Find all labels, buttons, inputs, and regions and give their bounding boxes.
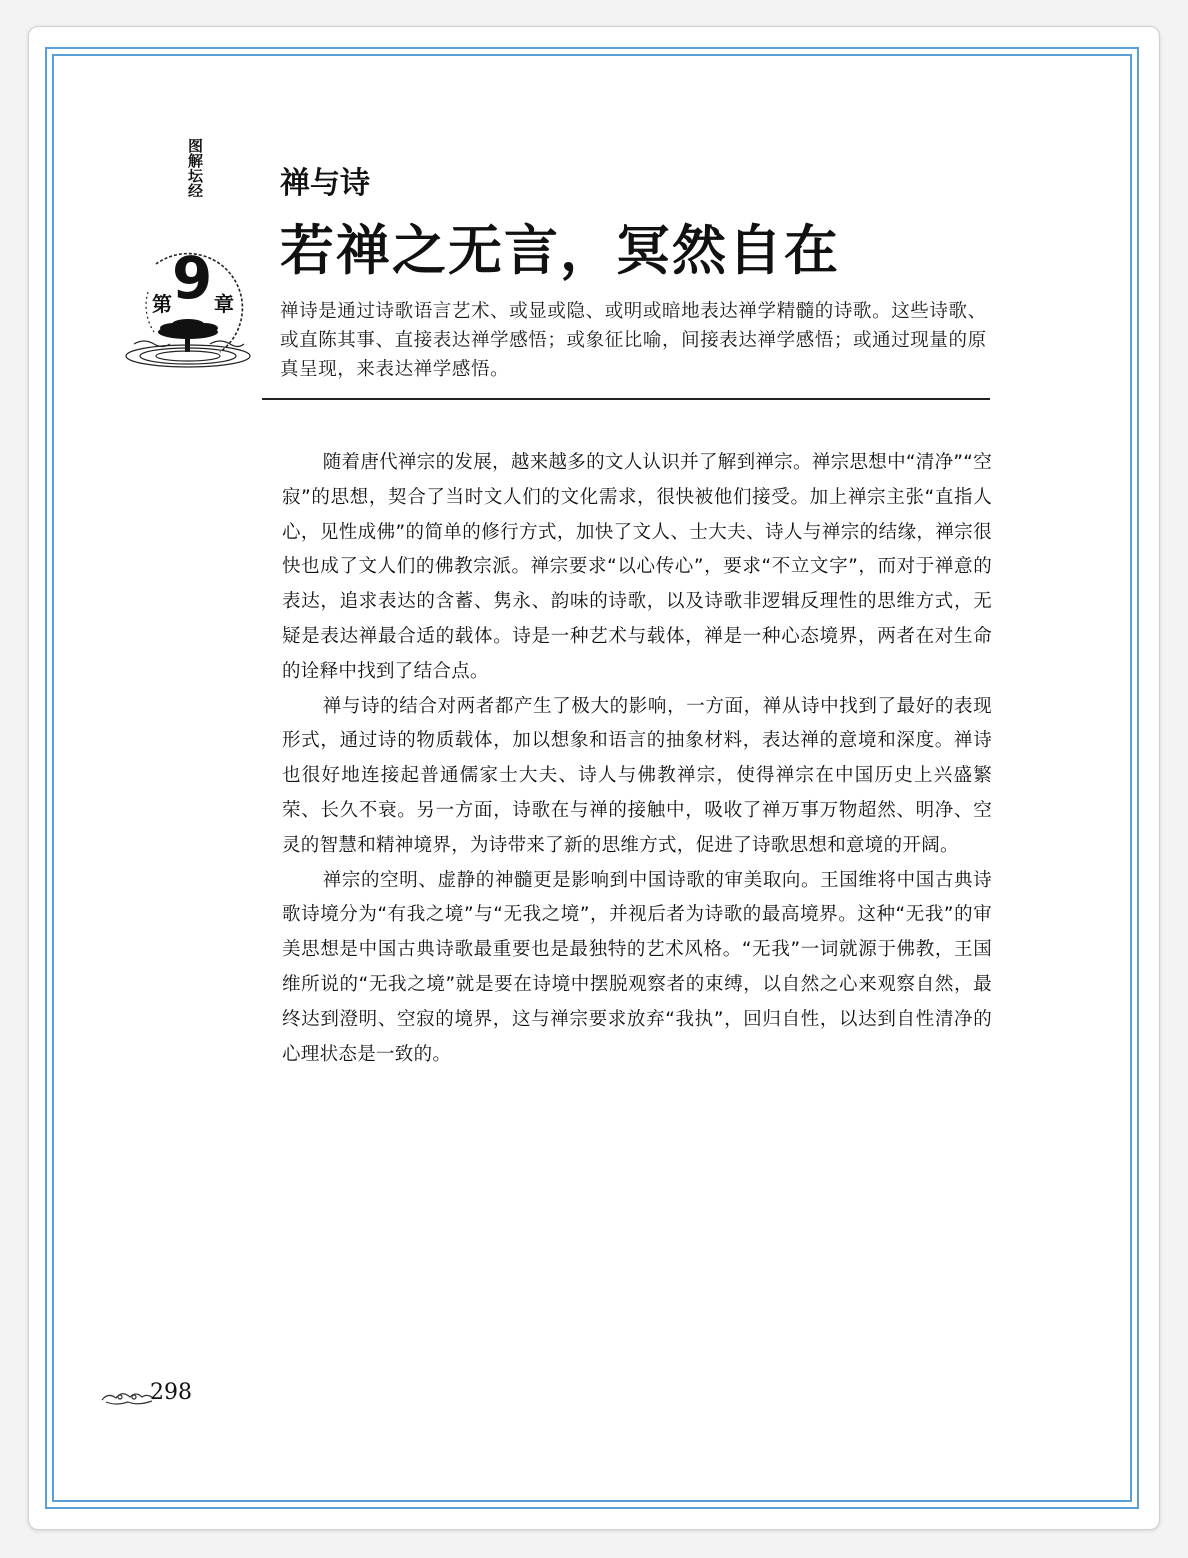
body-text <box>282 446 992 1072</box>
chapter-prefix: 第 <box>152 292 172 316</box>
cloud-ornament-icon <box>100 1386 156 1406</box>
body-paragraph: 禅宗的空明、虚静的神髓更是影响到中国诗歌的审美取向。王国维将中国古典诗歌诗境分为“有我之境”与“无我之境”，并视后者为诗歌的最高境界。这种“无我”的审美思想是中国古典诗歌最重要也是最独特的艺术风格。“无我”一词就源于佛教，王国维所说的“无我之境”就是要在诗境中摆脱观察者的束缚，以自然之心来观察自然，最终达到澄明、空寂的境界，这与禅宗要求放弃“我执”，回归自性，以达到自性清净的心理状态是一致的。 <box>282 869 992 1065</box>
page-title: 若禅之无言，冥然自在 <box>280 218 840 282</box>
body-paragraph: 随着唐代禅宗的发展，越来越多的文人认识并了解到禅宗。禅宗思想中“清净”“空寂”的思想，契合了当时文人们的文化需求，很快被他们接受。加上禅宗主张“直指人心，见性成佛”的简单的修行方式，加快了文人、士大夫、诗人与禅宗的结缘，禅宗很快也成了文人们的佛教宗派。禅宗要求“以心传心”，要求“不立文字”，而对于禅意的表达，追求表达的含蓄、隽永、韵味的诗歌，以及诗歌非逻辑反理性的思维方式，无疑是表达禅最合适的载体。诗是一种艺术与载体，禅是一种心态境界，两者在对生命的诠释中找到了结合点。 <box>282 452 992 682</box>
series-label: 图解坛经 <box>186 138 204 198</box>
chapter-suffix: 章 <box>214 292 234 316</box>
intro-paragraph: 禅诗是通过诗歌语言艺术、或显或隐、或明或暗地表达禅学精髓的诗歌。这些诗歌、或直陈其事、直接表达禅学感悟；或象征比喻，间接表达禅学感悟；或通过现量的原真呈现，来表达禅学感悟。 <box>280 301 987 380</box>
section-kicker: 禅与诗 <box>280 166 370 201</box>
section-divider <box>262 398 990 400</box>
chapter-number: 9 <box>172 244 213 312</box>
body-paragraph: 禅与诗的结合对两者都产生了极大的影响，一方面，禅从诗中找到了最好的表现形式，通过诗的物质载体，加以想象和语言的抽象材料，表达禅的意境和深度。禅诗也很好地连接起普通儒家士大夫、诗人与佛教禅宗，使得禅宗在中国历史上兴盛繁荣、长久不衰。另一方面，诗歌在与禅的接触中，吸收了禅万事万物超然、明净、空灵的智慧和精神境界，为诗带来了新的思维方式，促进了诗歌思想和意境的开阔。 <box>282 695 992 856</box>
page-number: 298 <box>150 1380 192 1405</box>
